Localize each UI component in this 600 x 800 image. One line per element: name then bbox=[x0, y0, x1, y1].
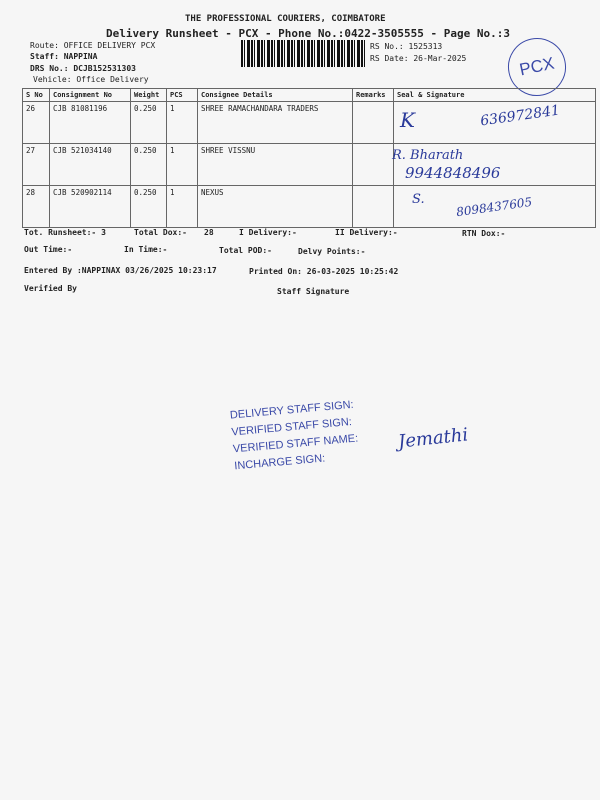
col-pcs: PCS bbox=[167, 89, 198, 102]
company-name: THE PROFESSIONAL COURIERS, COIMBATORE bbox=[185, 14, 386, 24]
staff-signature: Staff Signature bbox=[277, 287, 350, 296]
col-signature: Seal & Signature bbox=[394, 89, 596, 102]
handwritten-sign: R. Bharath bbox=[392, 148, 464, 163]
handwritten-phone: 636972841 bbox=[479, 102, 561, 130]
pcs: 1 bbox=[167, 186, 198, 228]
remarks bbox=[353, 102, 394, 144]
table-header bbox=[23, 89, 596, 102]
printed-on: Printed On: 26-03-2025 10:25:42 bbox=[249, 267, 399, 276]
delvy-points: Delvy Points:- bbox=[298, 247, 366, 256]
tot-runsheet: Tot. Runsheet:- 3 bbox=[24, 228, 106, 237]
barcode bbox=[241, 40, 365, 67]
staff: Staff: NAPPINA bbox=[30, 52, 98, 61]
verified-staff-name: VERIFIED STAFF NAME: bbox=[232, 432, 359, 456]
incharge-sign: INCHARGE SIGN: bbox=[233, 452, 326, 473]
total-dox-value: 28 bbox=[204, 228, 214, 237]
entered-by: Entered By :NAPPINAX 03/26/2025 10:23:17 bbox=[24, 266, 217, 275]
consignment-no: CJB 81081196 bbox=[50, 102, 131, 144]
rs-number: RS No.: 1525313 bbox=[370, 42, 443, 51]
sno: 26 bbox=[23, 102, 50, 144]
consignment-no: CJB 521034140 bbox=[50, 144, 131, 186]
pcs: 1 bbox=[167, 144, 198, 186]
i-delivery: I Delivery:- bbox=[239, 228, 297, 237]
col-consignee: Consignee Details bbox=[198, 89, 353, 102]
rs-date: RS Date: 26-Mar-2025 bbox=[370, 54, 467, 63]
handwritten-sign: K bbox=[400, 108, 415, 132]
verification-stamp bbox=[229, 397, 360, 476]
col-remarks: Remarks bbox=[353, 89, 394, 102]
consignee: NEXUS bbox=[198, 186, 353, 228]
handwritten-name: Jemathi bbox=[397, 424, 470, 453]
handwritten-phone: 9944848496 bbox=[405, 164, 501, 182]
drs-number: DRS No.: DCJB152531303 bbox=[30, 64, 136, 73]
ii-delivery: II Delivery:- bbox=[335, 228, 398, 237]
consignment-no: CJB 520902114 bbox=[50, 186, 131, 228]
weight: 0.250 bbox=[131, 102, 167, 144]
remarks bbox=[353, 144, 394, 186]
sno: 28 bbox=[23, 186, 50, 228]
handwritten-phone: 8098437605 bbox=[455, 194, 533, 220]
total-pod: Total POD:- bbox=[219, 246, 272, 255]
weight: 0.250 bbox=[131, 186, 167, 228]
in-time: In Time:- bbox=[124, 245, 168, 254]
out-time: Out Time:- bbox=[24, 245, 73, 254]
col-weight: Weight bbox=[131, 89, 167, 102]
total-dox: Total Dox:- bbox=[134, 228, 187, 237]
col-consignment: Consignment No bbox=[50, 89, 131, 102]
col-sno: S No bbox=[23, 89, 50, 102]
consignee: SHREE VISSNU bbox=[198, 144, 353, 186]
delivery-staff-sign: DELIVERY STAFF SIGN: bbox=[229, 398, 355, 422]
weight: 0.250 bbox=[131, 144, 167, 186]
consignee: SHREE RAMACHANDARA TRADERS bbox=[198, 102, 353, 144]
pcs: 1 bbox=[167, 102, 198, 144]
handwritten-sign: S. bbox=[412, 192, 425, 207]
verified-by: Verified By bbox=[24, 284, 77, 293]
table-row bbox=[23, 144, 596, 186]
verified-staff-sign: VERIFIED STAFF SIGN: bbox=[230, 416, 353, 439]
remarks bbox=[353, 186, 394, 228]
document-title: Delivery Runsheet - PCX - Phone No.:0422-3505555 - Page No.:3 bbox=[106, 27, 510, 40]
route: Route: OFFICE DELIVERY PCX bbox=[30, 41, 156, 50]
vehicle: Vehicle: Office Delivery bbox=[33, 75, 149, 84]
pcx-stamp: PCX bbox=[503, 33, 572, 102]
rtn-dox: RTN Dox:- bbox=[462, 229, 506, 238]
sno: 27 bbox=[23, 144, 50, 186]
